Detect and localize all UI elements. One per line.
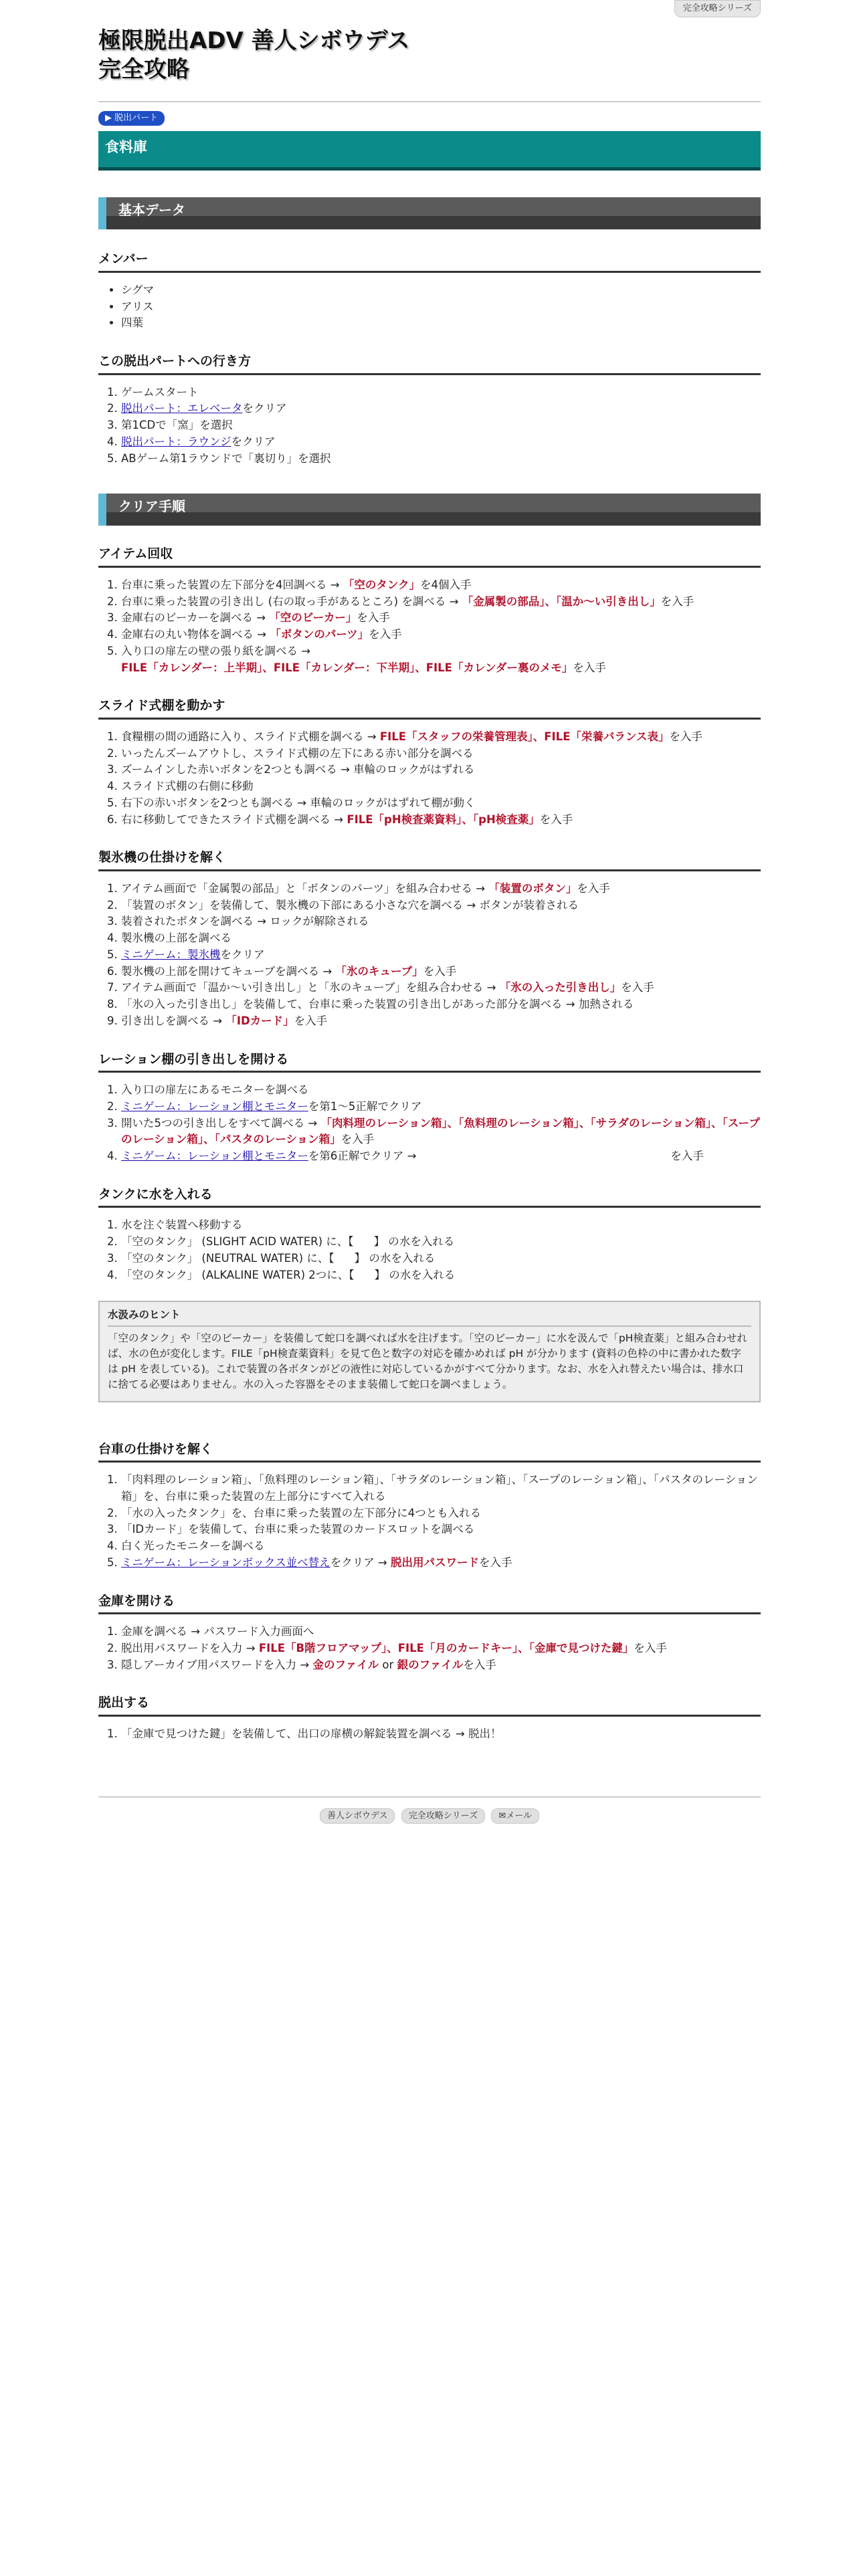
member-item: • シグマ	[121, 282, 761, 299]
route-text: ゲームスタート	[121, 385, 199, 399]
link-minigame-ration-monitor-2[interactable]: ミニゲーム：レーション棚とモニター	[121, 1150, 308, 1162]
step-text: を入手	[463, 1658, 496, 1671]
items-heading: アイテム回収	[98, 544, 761, 568]
footer-link-mail[interactable]: ✉メール	[491, 1808, 539, 1824]
tank-step: 1. 水を注ぐ装置へ移動する	[121, 1217, 761, 1234]
slide-step: 3. ズームインした赤いボタンを2つとも調べる → 車輪のロックがはずれる	[121, 762, 761, 778]
step-text: アイテム画面で「金属製の部品」と「ボタンのパーツ」を組み合わせる →	[121, 881, 486, 895]
step-text: を入手	[634, 1641, 667, 1654]
ration-step	[121, 1148, 761, 1165]
footer-divider	[98, 1796, 761, 1798]
member-item: • アリス	[121, 299, 761, 316]
title-line-2: 完全攻略	[98, 56, 189, 83]
step-text: を4個入手	[420, 578, 472, 591]
ration-step	[121, 1115, 761, 1149]
acquired-item: 「氷の入った引き出し」	[499, 981, 622, 994]
ration-step: 1. 入り口の扉左にあるモニターを調べる	[121, 1082, 761, 1099]
tank-step	[121, 1267, 761, 1284]
item-step	[121, 577, 761, 594]
members-list	[98, 282, 761, 332]
cart-step: 1. 「肉料理のレーション箱」、「魚料理のレーション箱」、「サラダのレーション箱」、「スープのレーション箱」、「パスタのレーション箱」を、台車に乗った装置の左上部分にすべて入れる	[121, 1472, 761, 1505]
ration-list	[98, 1082, 761, 1165]
step-text: を入手	[577, 881, 610, 895]
cart-step: 2. 「水の入ったタンク」を、台車に乗った装置の左下部分に4つとも入れる	[121, 1505, 761, 1522]
items-list	[98, 577, 761, 677]
step-text: 「空のタンク」 (SLIGHT ACID WATER) に、【	[121, 1235, 354, 1248]
route-text: 第1CDで「窯」を選択	[121, 419, 233, 431]
safe-heading: 金庫を開ける	[98, 1592, 761, 1615]
link-minigame-ration-sort[interactable]: ミニゲーム：レーションボックス並べ替え	[121, 1555, 330, 1569]
step-text: を入手	[341, 1133, 375, 1146]
step-text: を入手	[479, 1555, 512, 1569]
safe-step: 1. 金庫を調べる → パスワード入力画面へ	[121, 1624, 761, 1640]
acquired-item: 「IDカード」	[225, 1014, 294, 1027]
step-text: 開いた5つの引き出しをすべて調べる →	[121, 1116, 318, 1130]
hint-box	[98, 1301, 761, 1402]
link-elevator[interactable]: 脱出パート：エレベータ	[121, 402, 243, 415]
acquired-item: FILE「B階フロアマップ」、FILE「月のカードキー」、「金庫で見つけた鍵」	[258, 1641, 634, 1654]
acquired-item: 「氷のキューブ」	[335, 964, 423, 978]
ice-heading: 製氷機の仕掛けを解く	[98, 848, 761, 871]
step-text: 右に移動してできたスライド式棚を調べる →	[121, 813, 344, 826]
ration-step	[121, 1099, 761, 1115]
section-basic-data: 基本データ	[98, 197, 761, 229]
tank-step	[121, 1234, 761, 1251]
step-text: を入手	[621, 981, 654, 994]
acquired-item: 「金属製の部品」、「温か〜い引き出し」	[462, 595, 661, 608]
hint-body: 「空のタンク」や「空のビーカー」を装備して蛇口を調べれば水を注げます。「空のビーカー」に水を汲んで「pH検査薬」と組み合わせれば、水の色が変化します。FILE「pH検査薬資料」を見て色と数字の対応を確かめれば pH が分かります (資料の色枠の中に書かれた数字は pH を表している)。これで装置の各ボタンがどの液性に対応しているかがすべて分かります。なお、水を入れ替えたい場合は、排水口に捨てる必要はありません。水の入った容器をそのまま装備して蛇口を調べましょう。	[108, 1331, 747, 1391]
safe-step	[121, 1657, 761, 1674]
acquired-item: 「空のタンク」	[343, 578, 420, 591]
link-lounge[interactable]: 脱出パート：ラウンジ	[121, 435, 231, 448]
members-heading: メンバー	[98, 249, 761, 273]
step-text: をクリア	[220, 948, 265, 961]
tank-step	[121, 1251, 761, 1267]
ration-heading: レーション棚の引き出しを開ける	[98, 1050, 761, 1073]
step-text: 台車に乗った装置の引き出し (右の取っ手があるところ) を調べる →	[121, 595, 459, 608]
exit-list	[98, 1726, 761, 1743]
step-text: 食糧棚の間の通路に入り、スライド式棚を調べる →	[121, 730, 377, 743]
step-text: 「空のタンク」 (NEUTRAL WATER) に、【	[121, 1251, 335, 1265]
step-text: を入手	[423, 964, 457, 978]
ice-step: 8. 「氷の入った引き出し」を装備して、台車に乗った装置の引き出しがあった部分を調べる → 加熱される	[121, 996, 761, 1013]
ice-step	[121, 881, 761, 897]
part-badge[interactable]: ▶ 脱出パート	[98, 111, 165, 126]
route-step	[121, 401, 761, 417]
item-step	[121, 610, 761, 627]
route-text: をクリア	[242, 402, 287, 415]
cart-step: 3. 「IDカード」を装備して、台車に乗った装置のカードスロットを調べる	[121, 1521, 761, 1538]
acquired-item: 「ボタンのパーツ」	[270, 628, 369, 641]
item-step	[121, 643, 761, 677]
step-text: をクリア →	[330, 1555, 387, 1569]
cart-step: 4. 白く光ったモニターを調べる	[121, 1538, 761, 1555]
step-text: 台車に乗った装置の左下部分を4回調べる →	[121, 578, 340, 591]
safe-step	[121, 1640, 761, 1657]
route-heading: この脱出パートへの行き方	[98, 352, 761, 375]
exit-step: 1. 「金庫で見つけた鍵」を装備して、出口の扉横の解錠装置を調べる → 脱出！	[121, 1726, 761, 1743]
step-text: 金庫右のビーカーを調べる →	[121, 611, 266, 625]
step-text: を入手	[670, 1150, 704, 1162]
acquired-item: FILE「pH検査薬資料」、「pH検査薬」	[347, 813, 540, 826]
slide-step	[121, 729, 761, 746]
slide-heading: スライド式棚を動かす	[98, 696, 761, 720]
slide-step	[121, 812, 761, 829]
step-text: 】 の水を入れる	[374, 1268, 456, 1281]
title-divider	[98, 101, 761, 102]
step-text: 隠しアーカイブ用パスワードを入力 →	[121, 1658, 310, 1671]
ice-step: 2. 「装置のボタン」を装備して、製氷機の下部にある小さな穴を調べる → ボタンが装着される	[121, 897, 761, 914]
step-text: を入手	[357, 611, 390, 625]
hint-title: 水汲みのヒント	[108, 1307, 751, 1326]
route-list	[98, 385, 761, 467]
ice-step	[121, 980, 761, 996]
section-clear-steps: クリア手順	[98, 494, 761, 526]
ice-step	[121, 1013, 761, 1030]
step-text: 】 の水を入れる	[373, 1235, 455, 1248]
step-text: 「空のタンク」 (ALKALINE WATER) 2つに、【	[121, 1268, 355, 1281]
footer-link-series[interactable]: 完全攻略シリーズ	[401, 1808, 485, 1824]
acquired-item: 「装置のボタン」	[488, 881, 577, 895]
series-tag[interactable]: 完全攻略シリーズ	[674, 0, 761, 17]
step-text: or	[379, 1658, 397, 1671]
ice-step: 3. 装着されたボタンを調べる → ロックが解除される	[121, 914, 761, 930]
step-text: アイテム画面で「温か〜い引き出し」と「氷のキューブ」を組み合わせる →	[121, 981, 496, 994]
ice-list	[98, 881, 761, 1030]
page	[98, 0, 761, 1824]
cart-list	[98, 1472, 761, 1572]
footer	[98, 1807, 761, 1824]
title-line-1: 極限脱出ADV 善人シボウデス	[98, 27, 410, 54]
route-step	[121, 417, 761, 434]
step-text: 入り口の扉左の壁の張り紙を調べる →	[121, 644, 311, 657]
slide-step: 4. スライド式棚の右側に移動	[121, 778, 761, 795]
slide-list	[98, 729, 761, 829]
step-text: を入手	[294, 1014, 328, 1027]
slide-step: 5. 右下の赤いボタンを2つとも調べる → 車輪のロックがはずれて棚が動く	[121, 795, 761, 812]
ice-step	[121, 947, 761, 964]
acquired-item: 「空のビーカー」	[269, 611, 357, 625]
step-text: を入手	[669, 730, 702, 743]
acquired-item: 金のファイル	[312, 1658, 379, 1671]
tank-list	[98, 1217, 761, 1283]
route-text: をクリア	[231, 435, 276, 448]
acquired-item: FILE「カレンダー：上半期」、FILE「カレンダー：下半期」、FILE「カレンダー裏のメモ」	[121, 661, 573, 674]
safe-list	[98, 1624, 761, 1673]
step-text: 引き出しを調べる →	[121, 1014, 223, 1027]
step-text: 脱出用パスワードを入力 →	[121, 1641, 256, 1654]
route-step	[121, 434, 761, 451]
page-heading: 食料庫	[98, 131, 761, 171]
ice-step	[121, 964, 761, 980]
exit-heading: 脱出する	[98, 1693, 761, 1717]
step-text: 】 の水を入れる	[354, 1251, 436, 1265]
route-text: ABゲーム第1ラウンドで「裏切り」を選択	[121, 451, 331, 465]
member-item: • 四葉	[121, 315, 761, 332]
link-minigame-icemaker[interactable]: ミニゲーム：製氷機	[121, 948, 221, 961]
step-text: を第6正解でクリア →	[308, 1150, 417, 1162]
step-text: を入手	[539, 813, 573, 826]
link-minigame-ration-monitor[interactable]: ミニゲーム：レーション棚とモニター	[121, 1099, 308, 1113]
cart-heading: 台車の仕掛けを解く	[98, 1440, 761, 1463]
step-text: を入手	[660, 595, 694, 608]
tank-heading: タンクに水を入れる	[98, 1185, 761, 1208]
acquired-item: 「肉料理のレーション箱」、「魚料理のレーション箱」、「サラダのレーション箱」、「スープのレーション箱」、「パスタのレーション箱」	[121, 1116, 760, 1146]
route-step	[121, 385, 761, 401]
item-step	[121, 594, 761, 611]
acquired-item: 銀のファイル	[397, 1658, 464, 1671]
step-text: を第1〜5正解でクリア	[308, 1099, 422, 1113]
acquired-item: FILE「スタッフの栄養管理表」、FILE「栄養バランス表」	[379, 730, 670, 743]
slide-step: 2. いったんズームアウトし、スライド式棚の左下にある赤い部分を調べる	[121, 746, 761, 762]
step-text: 金庫右の丸い物体を調べる →	[121, 628, 267, 641]
cart-step	[121, 1555, 761, 1572]
route-step	[121, 451, 761, 467]
step-text: を入手	[369, 628, 402, 641]
step-text: を入手	[573, 661, 606, 674]
page-title	[98, 0, 761, 84]
step-text: 製氷機の上部を開けてキューブを調べる →	[121, 964, 332, 978]
footer-link-game[interactable]: 善人シボウデス	[320, 1808, 395, 1824]
ice-step: 4. 製氷機の上部を調べる	[121, 930, 761, 947]
item-step	[121, 627, 761, 643]
acquired-item: 脱出用パスワード	[391, 1555, 480, 1569]
